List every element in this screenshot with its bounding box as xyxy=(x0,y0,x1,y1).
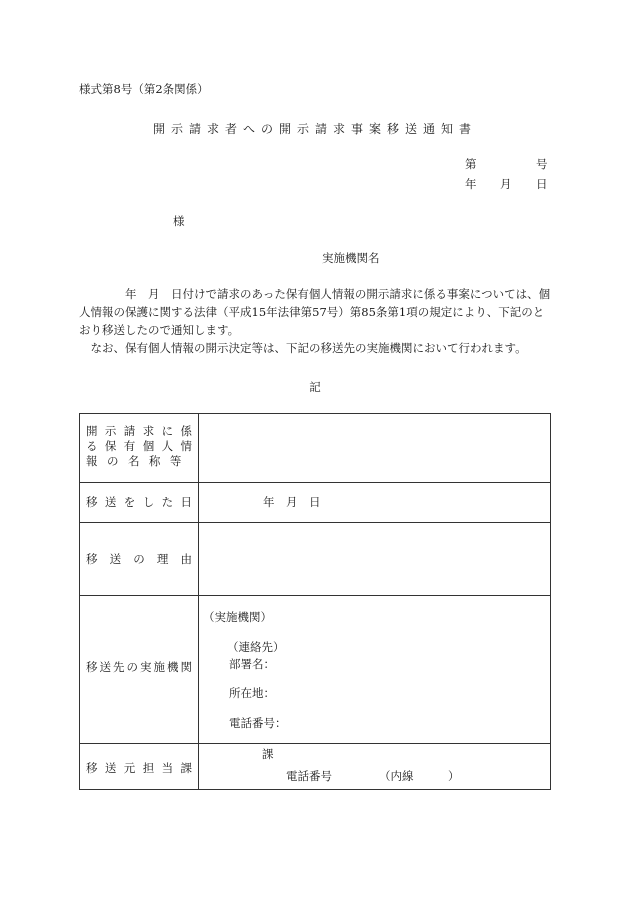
destination-agency-cell[interactable] xyxy=(199,596,551,744)
transfer-date-value: 年 月 日 xyxy=(263,495,321,509)
label-cell xyxy=(80,414,199,483)
destination-agency-label: 移送先の実施機関 xyxy=(86,660,192,674)
source-section-suffix: 課 xyxy=(262,747,274,761)
label-cell xyxy=(80,744,199,790)
body-paragraph-1: 年 月 日付けで請求のあった保有個人情報の開示請求に係る事案については、個人情報の保護に関する法律（平成15年法律第57号）第85条第1項の規定により、下記のとおり移送したので通知します。 xyxy=(79,287,551,337)
document-title: 開示請求者への開示請求事案移送通知書 xyxy=(152,122,477,136)
source-section-cell[interactable] xyxy=(199,744,551,790)
agency-name-label: 実施機関名 xyxy=(322,251,380,265)
transfer-reason-label: 移送の理由 xyxy=(86,552,192,566)
label-cell xyxy=(80,483,199,523)
date-month: 月 xyxy=(500,177,512,191)
table-row xyxy=(80,483,551,523)
destination-phone-label: 電話番号： xyxy=(229,716,287,730)
table-row xyxy=(80,523,551,596)
date-day: 日 xyxy=(536,177,548,191)
label-cell xyxy=(80,523,199,596)
info-name-label-line-2: る保有個人情 xyxy=(86,439,192,453)
body-text xyxy=(79,285,554,357)
source-phone-label: 電話番号 xyxy=(286,769,332,783)
destination-department-label: 部署名： xyxy=(229,657,275,671)
destination-address-label: 所在地： xyxy=(229,686,275,700)
ki-heading: 記 xyxy=(309,380,321,394)
transfer-date-cell[interactable] xyxy=(199,483,551,523)
addressee-suffix: 様 xyxy=(173,214,185,228)
label-cell xyxy=(80,596,199,744)
transfer-date-label: 移送をした日 xyxy=(86,495,192,509)
table-row xyxy=(80,596,551,744)
destination-agency-heading: （実施機関） xyxy=(203,610,272,624)
form-number: 様式第8号（第2条関係） xyxy=(79,82,209,96)
number-suffix: 号 xyxy=(536,157,548,171)
number-prefix: 第 xyxy=(465,157,477,171)
table-row xyxy=(80,414,551,483)
source-section-label: 移送元担当課 xyxy=(86,761,192,775)
transfer-info-table xyxy=(79,413,551,790)
info-name-label-line-3: 報の名称等 xyxy=(86,454,182,468)
info-name-value-cell[interactable] xyxy=(199,414,551,483)
body-paragraph-2: なお、保有個人情報の開示決定等は、下記の移送先の実施機関において行われます。 xyxy=(79,341,527,355)
source-extension-label: （内線 ） xyxy=(379,769,460,783)
info-name-label-line-1: 開示請求に係 xyxy=(86,424,192,438)
date-year: 年 xyxy=(465,177,477,191)
transfer-reason-cell[interactable] xyxy=(199,523,551,596)
destination-contact-heading: （連絡先） xyxy=(227,640,285,654)
table-row xyxy=(80,744,551,790)
